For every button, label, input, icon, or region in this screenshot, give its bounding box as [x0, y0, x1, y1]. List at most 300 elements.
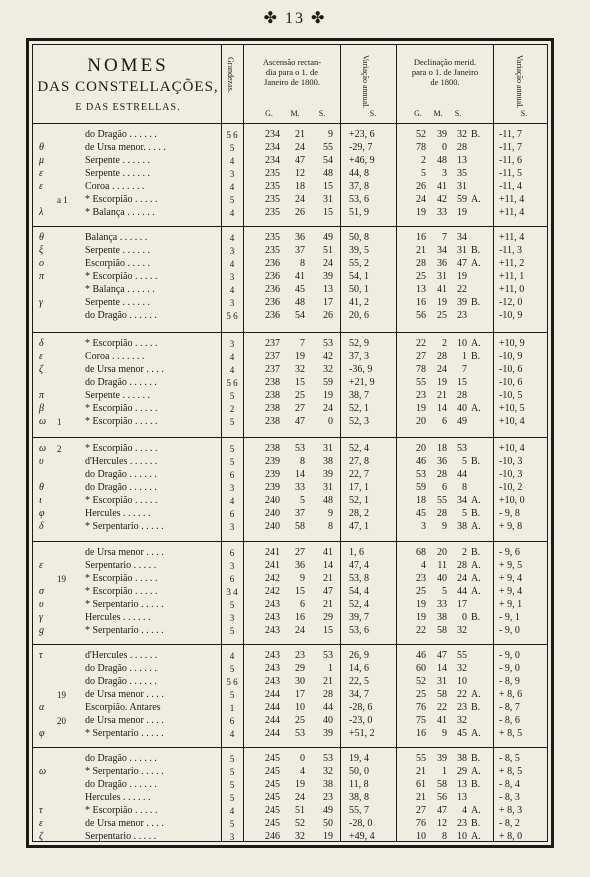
ra-annual-variation: 39, 7: [349, 612, 369, 623]
dec-degrees: 18: [416, 495, 426, 506]
group-rule: [33, 747, 547, 748]
star-name: Balança . . . . . .: [85, 232, 148, 243]
dec-minutes: 9: [442, 728, 447, 739]
star-letter: γ: [39, 612, 43, 623]
dec-degrees: 52: [416, 129, 426, 140]
dec-degrees: 45: [416, 508, 426, 519]
ra-annual-variation: 52, 1: [349, 403, 369, 414]
dec-seconds: 13: [457, 779, 467, 790]
dec-degrees: 23: [416, 390, 426, 401]
ra-minutes: 16: [295, 612, 305, 623]
dec-degrees: 20: [416, 416, 426, 427]
ra-seconds: 15: [323, 181, 333, 192]
dec-degrees: 23: [416, 573, 426, 584]
dec-degrees: 21: [416, 245, 426, 256]
ra-seconds: 38: [323, 779, 333, 790]
ra-annual-variation: 51, 9: [349, 207, 369, 218]
ra-annual-variation: 20, 6: [349, 310, 369, 321]
dec-degrees: 27: [416, 351, 426, 362]
ra-annual-variation: 19, 4: [349, 753, 369, 764]
dec-seconds: 38: [457, 521, 467, 532]
ra-seconds: 19: [323, 831, 333, 842]
star-name: de Ursa menor . . . .: [85, 364, 164, 375]
dec-hemisphere: A.: [471, 258, 481, 269]
dec-minutes: 31: [437, 676, 447, 687]
ra-annual-variation: 50, 1: [349, 284, 369, 295]
table-row: [33, 271, 547, 283]
dec-degrees: 25: [416, 586, 426, 597]
dec-degrees: 60: [416, 663, 426, 674]
header-title-line3: E DAS ESTRELLAS.: [75, 102, 181, 113]
dec-minutes: 11: [437, 560, 447, 571]
ra-minutes: 19: [295, 779, 305, 790]
magnitude: 3 4: [226, 587, 238, 597]
table-row: [33, 258, 547, 270]
ra-degrees: 237: [265, 338, 280, 349]
ra-minutes: 14: [295, 469, 305, 480]
dec-minutes: 0: [442, 142, 447, 153]
ra-annual-variation: 47, 1: [349, 521, 369, 532]
dec-seconds: 4: [462, 805, 467, 816]
table-row: [33, 351, 547, 363]
ra-minutes: 8: [300, 456, 305, 467]
dec-seconds: 35: [457, 168, 467, 179]
magnitude: 4: [229, 806, 235, 816]
magnitude: 5: [229, 767, 235, 777]
dec-hemisphere: A.: [471, 586, 481, 597]
dec-minutes: 3: [442, 168, 447, 179]
ra-seconds: 53: [323, 338, 333, 349]
ra-degrees: 243: [265, 650, 280, 661]
dec-annual-variation: +10, 9: [499, 338, 525, 349]
ra-degrees: 243: [265, 599, 280, 610]
ra-seconds: 9: [328, 129, 333, 140]
ra-seconds: 1: [328, 663, 333, 674]
star-name: do Dragão . . . . . .: [85, 377, 157, 388]
ra-degrees: 243: [265, 612, 280, 623]
ra-annual-variation: 17, 1: [349, 482, 369, 493]
dec-seconds: 34: [457, 495, 467, 506]
dec-seconds: 31: [457, 181, 467, 192]
dec-annual-variation: +10, 4: [499, 443, 525, 454]
group-rule: [33, 644, 547, 645]
table-row: [33, 805, 547, 817]
star-letter: φ: [39, 728, 45, 739]
ra-minutes: 33: [295, 482, 305, 493]
star-letter: θ: [39, 232, 44, 243]
magnitude: 5: [229, 417, 235, 427]
star-name: Coroa . . . . . . .: [85, 181, 145, 192]
magnitude: 5: [229, 143, 235, 153]
star-number: 20: [57, 716, 66, 726]
ra-seconds: 19: [323, 390, 333, 401]
ra-seconds: 28: [323, 689, 333, 700]
dec-hemisphere: B.: [471, 612, 481, 623]
dec-seconds: 47: [457, 258, 467, 269]
star-name: * Escorpião . . . . .: [85, 805, 158, 816]
star-name: Serpente . . . . . .: [85, 168, 150, 179]
dec-degrees: 19: [416, 403, 426, 414]
dec-annual-variation: -10, 9: [499, 351, 523, 362]
table-row: [33, 560, 547, 572]
dec-degrees: 68: [416, 547, 426, 558]
table-row: [33, 728, 547, 740]
dec-degrees: 24: [416, 194, 426, 205]
magnitude: 4: [229, 352, 235, 362]
magnitude: 6: [229, 548, 235, 558]
dec-minutes: 6: [442, 416, 447, 427]
dec-annual-variation: + 9, 5: [499, 560, 523, 571]
dec-degrees: 21: [416, 792, 426, 803]
dec-annual-variation: + 8, 6: [499, 689, 523, 700]
ra-minutes: 24: [295, 194, 305, 205]
group-rule: [33, 332, 547, 333]
star-name: * Escorpião . . . . .: [85, 194, 158, 205]
magnitude: 5 6: [226, 130, 238, 140]
magnitude: 4: [229, 285, 235, 295]
dec-annual-variation: -11, 3: [499, 245, 522, 256]
ra-header-line: dia para o 1. de: [265, 67, 319, 77]
dec-annual-variation: - 8, 2: [499, 818, 520, 829]
table-row: [33, 818, 547, 830]
ra-annual-variation: -36, 9: [349, 364, 373, 375]
star-name: * Escorpião . . . . .: [85, 403, 158, 414]
ra-seconds: 53: [323, 650, 333, 661]
table-row: [33, 599, 547, 611]
magnitude: 5: [229, 195, 235, 205]
dec-degrees: 59: [416, 482, 426, 493]
ra-annual-variation: 41, 2: [349, 297, 369, 308]
star-number: 19: [57, 690, 66, 700]
dec-degrees: 5: [421, 168, 426, 179]
ra-minutes: 54: [295, 310, 305, 321]
table-row: [33, 663, 547, 675]
star-name: * Serpentario . . . . .: [85, 728, 164, 739]
dec-minutes: 5: [442, 586, 447, 597]
dec-seconds: 59: [457, 194, 467, 205]
dec-minutes: 19: [437, 297, 447, 308]
ra-minutes: 4: [300, 766, 305, 777]
dec-annual-variation: -11, 6: [499, 155, 522, 166]
star-name: * Serpentario . . . . .: [85, 599, 164, 610]
magnitude: 3: [229, 613, 235, 623]
ra-seconds: 51: [323, 245, 333, 256]
ra-header-line: Janeiro de 1800.: [264, 77, 320, 87]
ra-seconds: 32: [323, 364, 333, 375]
dec-minutes: 42: [437, 194, 447, 205]
dec-unit-minutes: M.: [433, 109, 443, 118]
dec-hemisphere: B.: [471, 129, 481, 140]
ra-annual-variation: +51, 2: [349, 728, 375, 739]
magnitude: 5: [229, 626, 235, 636]
dec-seconds: 2: [462, 547, 467, 558]
ra-degrees: 244: [265, 715, 280, 726]
ra-unit-minutes: M.: [290, 109, 300, 118]
dec-minutes: 55: [437, 495, 447, 506]
dec-seconds: 10: [457, 831, 467, 842]
ra-seconds: 50: [323, 818, 333, 829]
ra-degrees: 236: [265, 258, 280, 269]
magnitude: 3: [229, 298, 235, 308]
dec-seconds: 5: [462, 456, 467, 467]
ra-annual-variation: 52, 3: [349, 416, 369, 427]
star-number: 19: [57, 574, 66, 584]
dec-seconds: 13: [457, 155, 467, 166]
star-letter: π: [39, 271, 45, 282]
dec-degrees: 52: [416, 676, 426, 687]
dec-seconds: 19: [457, 207, 467, 218]
dec-annual-variation: + 8, 3: [499, 805, 523, 816]
dec-annual-variation: + 9, 8: [499, 521, 523, 532]
dec-annual-variation: +11, 1: [499, 271, 525, 282]
star-letter: ε: [39, 560, 43, 571]
star-name: de Ursa menor . . . .: [85, 547, 164, 558]
ra-seconds: 53: [323, 753, 333, 764]
dec-degrees: 21: [416, 766, 426, 777]
dec-minutes: 25: [437, 310, 447, 321]
table-row: [33, 142, 547, 154]
ra-minutes: 9: [300, 573, 305, 584]
star-name: Hercules . . . . . .: [85, 612, 151, 623]
var-ra-header: Variação annual.: [361, 55, 370, 109]
star-letter: μ: [39, 155, 45, 166]
ra-degrees: 241: [265, 560, 280, 571]
star-name: do Dragão . . . . . .: [85, 482, 157, 493]
dec-annual-variation: + 9, 4: [499, 573, 523, 584]
dec-annual-variation: +11, 2: [499, 258, 525, 269]
table-row: [33, 766, 547, 778]
dec-hemisphere: A.: [471, 521, 481, 532]
magnitude: 3: [229, 522, 235, 532]
magnitude: 4: [229, 496, 235, 506]
star-letter: θ: [39, 142, 44, 153]
dec-annual-variation: +11, 0: [499, 284, 525, 295]
dec-degrees: 55: [416, 377, 426, 388]
ra-minutes: 51: [295, 805, 305, 816]
dec-seconds: 55: [457, 650, 467, 661]
dec-hemisphere: B.: [471, 508, 481, 519]
ra-annual-variation: 28, 2: [349, 508, 369, 519]
dec-minutes: 20: [437, 547, 447, 558]
dec-annual-variation: +10, 5: [499, 403, 525, 414]
star-name: * Balança . . . . . .: [85, 284, 155, 295]
group-rule: [33, 226, 547, 227]
ra-minutes: 24: [295, 142, 305, 153]
table-row: [33, 310, 547, 322]
table-row: [33, 753, 547, 765]
table-row: [33, 650, 547, 662]
magnitude: 4: [229, 208, 235, 218]
table-row: [33, 573, 547, 585]
ra-degrees: 245: [265, 792, 280, 803]
dec-degrees: 10: [416, 831, 426, 842]
star-letter: α: [39, 702, 45, 713]
dec-degrees: 2: [421, 155, 426, 166]
dec-degrees: 16: [416, 728, 426, 739]
dec-minutes: 1: [442, 766, 447, 777]
ra-seconds: 15: [323, 625, 333, 636]
dec-minutes: 58: [437, 625, 447, 636]
star-name: Coroa . . . . . . .: [85, 351, 145, 362]
ra-seconds: 31: [323, 194, 333, 205]
star-number: 2: [57, 444, 62, 454]
ra-minutes: 21: [295, 129, 305, 140]
magnitude: 5: [229, 819, 235, 829]
table-row: [33, 831, 547, 843]
ra-seconds: 31: [323, 443, 333, 454]
ra-annual-variation: 53, 6: [349, 625, 369, 636]
ra-annual-variation: 54, 1: [349, 271, 369, 282]
magnitude: 2: [229, 404, 235, 414]
ra-degrees: 244: [265, 689, 280, 700]
ra-minutes: 48: [295, 297, 305, 308]
magnitude: 4: [229, 729, 235, 739]
dec-minutes: 19: [437, 377, 447, 388]
ra-annual-variation: 37, 3: [349, 351, 369, 362]
ra-minutes: 37: [295, 245, 305, 256]
ra-annual-variation: 37, 8: [349, 181, 369, 192]
dec-annual-variation: - 8, 7: [499, 702, 520, 713]
dec-unit-seconds: S.: [454, 109, 462, 118]
magnitude: 4: [229, 259, 235, 269]
magnitude: 3: [229, 272, 235, 282]
ra-seconds: 59: [323, 377, 333, 388]
magnitude: 3: [229, 169, 235, 179]
star-letter: π: [39, 390, 45, 401]
ra-minutes: 58: [295, 521, 305, 532]
magnitude: 4: [229, 651, 235, 661]
dec-hemisphere: B.: [471, 297, 481, 308]
ra-degrees: 235: [265, 194, 280, 205]
dec-minutes: 9: [442, 521, 447, 532]
dec-minutes: 14: [437, 403, 447, 414]
table-row: [33, 155, 547, 167]
dec-hemisphere: B.: [471, 547, 481, 558]
magnitude: 5 6: [226, 378, 238, 388]
star-name: * Balança . . . . . .: [85, 207, 155, 218]
ra-minutes: 27: [295, 403, 305, 414]
star-letter: λ: [39, 207, 44, 218]
dec-hemisphere: A.: [471, 560, 481, 571]
ra-minutes: 25: [295, 715, 305, 726]
dec-minutes: 38: [437, 612, 447, 623]
dec-minutes: 7: [442, 232, 447, 243]
star-letter: υ: [39, 599, 44, 610]
ra-minutes: 47: [295, 416, 305, 427]
star-letter: ω: [39, 416, 47, 427]
header-title-line1: NOMES: [87, 55, 169, 76]
dec-hemisphere: A.: [471, 338, 481, 349]
star-number: 1: [57, 417, 62, 427]
dec-seconds: 38: [457, 753, 467, 764]
dec-seconds: 22: [457, 284, 467, 295]
table-row: [33, 521, 547, 533]
star-number: a 1: [57, 195, 68, 205]
star-name: Hercules . . . . . .: [85, 508, 151, 519]
ra-degrees: 245: [265, 753, 280, 764]
magnitude: 3: [229, 339, 235, 349]
dec-minutes: 6: [442, 482, 447, 493]
table-row: [33, 377, 547, 389]
ra-degrees: 235: [265, 168, 280, 179]
dec-annual-variation: -12, 0: [499, 297, 523, 308]
ra-minutes: 15: [295, 377, 305, 388]
ra-annual-variation: 52, 1: [349, 495, 369, 506]
dec-seconds: 44: [457, 469, 467, 480]
dec-hemisphere: A.: [471, 689, 481, 700]
dec-degrees: 16: [416, 232, 426, 243]
ra-degrees: 234: [265, 155, 280, 166]
ra-seconds: 44: [323, 702, 333, 713]
dec-seconds: 45: [457, 728, 467, 739]
dec-seconds: 28: [457, 390, 467, 401]
table-row: [33, 232, 547, 244]
ra-seconds: 15: [323, 207, 333, 218]
ra-minutes: 24: [295, 625, 305, 636]
ra-annual-variation: +21, 9: [349, 377, 375, 388]
dec-degrees: 61: [416, 779, 426, 790]
star-letter: ο: [39, 258, 44, 269]
dec-minutes: 24: [437, 364, 447, 375]
ra-seconds: 48: [323, 495, 333, 506]
dec-hemisphere: B.: [471, 245, 481, 256]
ra-degrees: 242: [265, 586, 280, 597]
star-letter: γ: [39, 297, 43, 308]
ra-degrees: 237: [265, 351, 280, 362]
ra-minutes: 15: [295, 586, 305, 597]
ra-seconds: 32: [323, 766, 333, 777]
dec-minutes: 47: [437, 805, 447, 816]
dec-annual-variation: + 8, 5: [499, 728, 523, 739]
ra-degrees: 243: [265, 625, 280, 636]
ra-degrees: 236: [265, 271, 280, 282]
star-letter: ω: [39, 443, 47, 454]
dec-minutes: 34: [437, 245, 447, 256]
dec-hemisphere: B.: [471, 351, 481, 362]
ra-minutes: 6: [300, 599, 305, 610]
dec-hemisphere: A.: [471, 194, 481, 205]
dec-seconds: 32: [457, 663, 467, 674]
dec-annual-variation: +10, 0: [499, 495, 525, 506]
dec-hemisphere: A.: [471, 766, 481, 777]
dec-minutes: 18: [437, 443, 447, 454]
star-name: * Serpentario . . . . .: [85, 521, 164, 532]
ra-seconds: 21: [323, 676, 333, 687]
ra-annual-variation: 44, 8: [349, 168, 369, 179]
ra-minutes: 8: [300, 258, 305, 269]
dec-minutes: 40: [437, 573, 447, 584]
ra-seconds: 54: [323, 155, 333, 166]
ra-degrees: 245: [265, 805, 280, 816]
star-letter: σ: [39, 586, 44, 597]
dec-seconds: 5: [462, 508, 467, 519]
star-name: Serpente . . . . . .: [85, 155, 150, 166]
header-title-line2: DAS CONSTELLAÇÕES,: [37, 79, 219, 95]
ra-annual-variation: 39, 5: [349, 245, 369, 256]
magnitude: 5: [229, 780, 235, 790]
dec-seconds: 23: [457, 702, 467, 713]
table-row: [33, 469, 547, 481]
ra-seconds: 39: [323, 728, 333, 739]
table-row: [33, 297, 547, 309]
dec-annual-variation: - 9, 1: [499, 612, 520, 623]
dec-annual-variation: - 9, 8: [499, 508, 520, 519]
page-number: ✤ 13 ✤: [263, 10, 327, 27]
ra-minutes: 0: [300, 753, 305, 764]
dec-seconds: 34: [457, 232, 467, 243]
table-row: [33, 689, 547, 701]
star-name: de Ursa menor . . . .: [85, 818, 164, 829]
